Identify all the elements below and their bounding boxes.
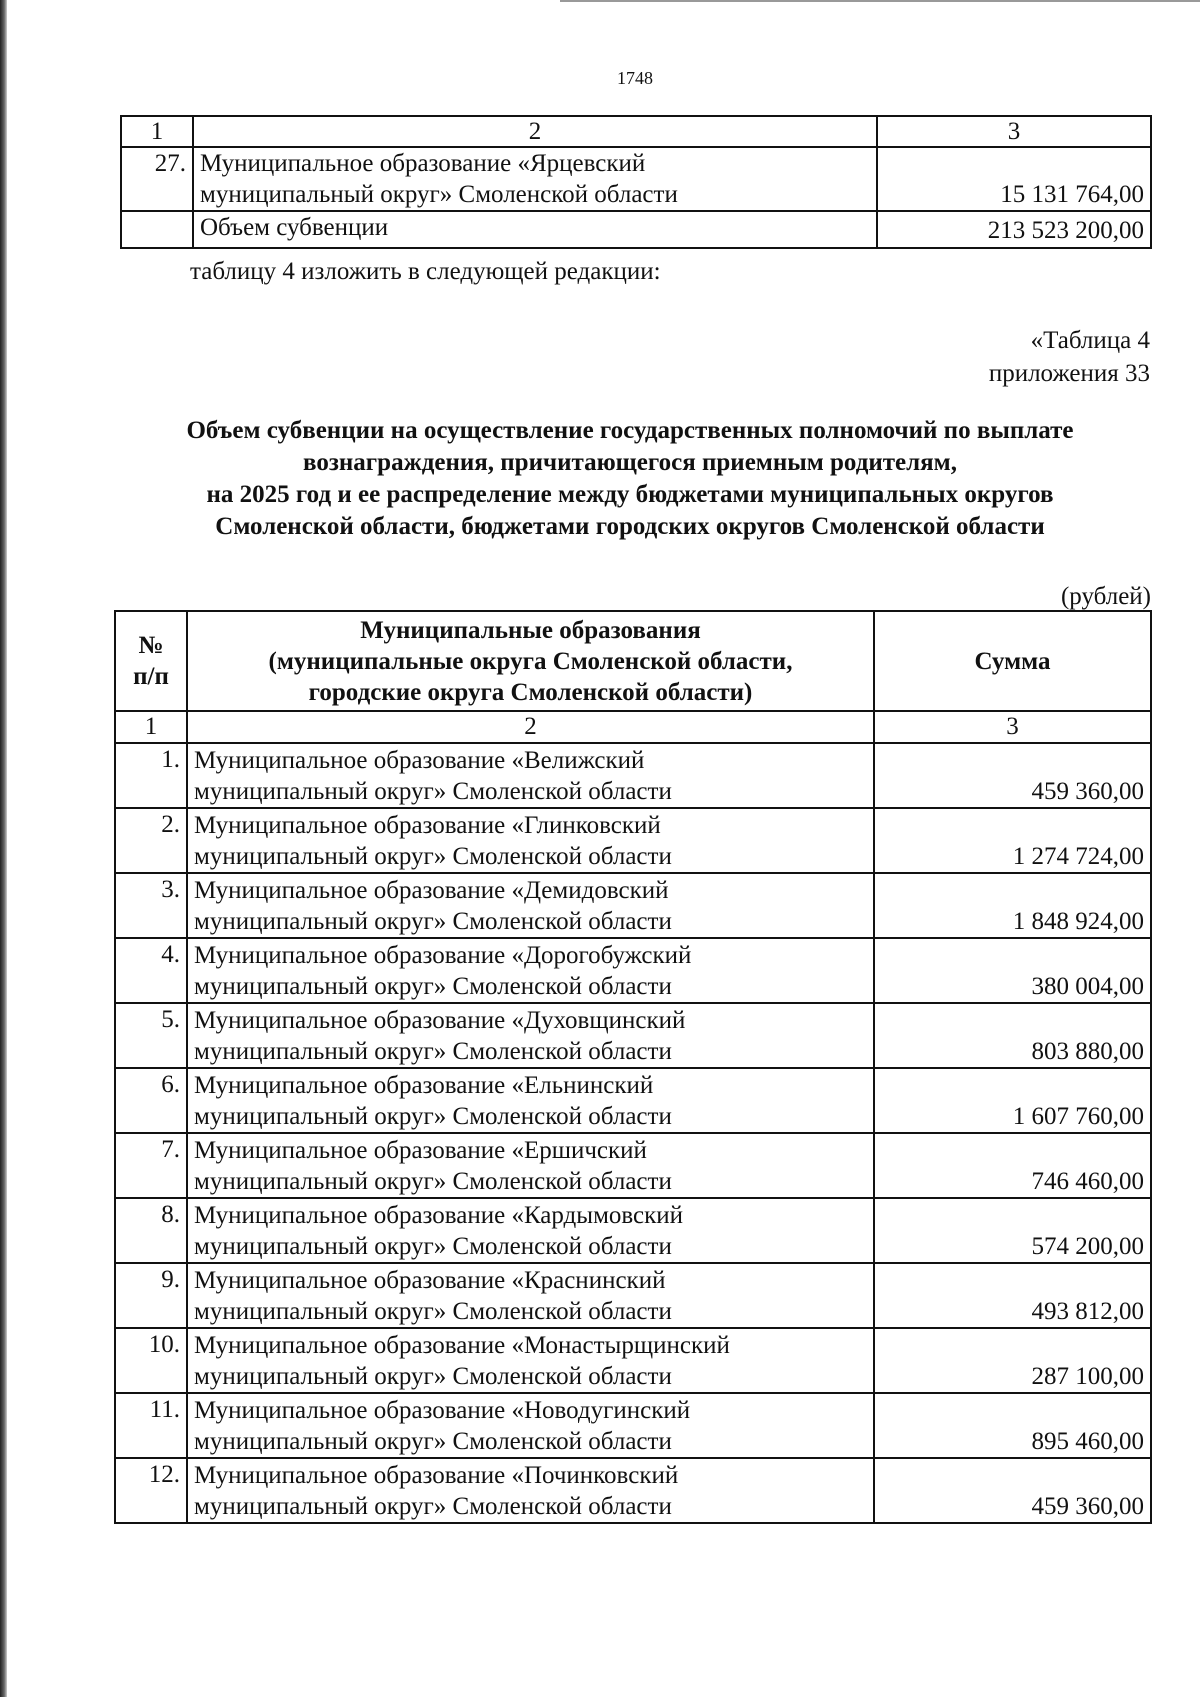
title-line1: Объем субвенции на осуществление государственных полномочий по выплате <box>186 417 1074 444</box>
row-name-line1: Муниципальное образование «Краснинский <box>194 1267 666 1294</box>
title-line4: Смоленской области, бюджетами городских округов Смоленской области <box>215 513 1045 540</box>
table-row <box>115 808 1151 873</box>
header-municipality-line1: Муниципальные образования <box>360 616 701 644</box>
header-municipality-line2: (муниципальные округа Смоленской области, <box>268 647 793 675</box>
row-number: 1. <box>115 743 187 808</box>
column-number: 1 <box>121 116 193 147</box>
row-name-line1: Муниципальное образование «Починковский <box>194 1462 679 1489</box>
row-number: 9. <box>115 1263 187 1328</box>
total-label: Объем субвенции <box>193 211 877 248</box>
total-sum: 213 523 200,00 <box>877 211 1151 248</box>
units-label: (рублей) <box>1060 583 1151 610</box>
table-row <box>115 1133 1151 1198</box>
table-row <box>115 1198 1151 1263</box>
column-number: 2 <box>187 711 874 743</box>
row-name <box>187 1328 874 1393</box>
column-numbers-row <box>115 711 1151 743</box>
table-row <box>121 147 1151 211</box>
row-name-line1: Муниципальное образование «Дорогобужский <box>194 942 692 969</box>
row-name-line1: Муниципальное образование «Духовщинский <box>194 1007 686 1034</box>
page-number: 1748 <box>617 68 653 88</box>
table-row <box>115 1068 1151 1133</box>
title-line2: вознаграждения, причитающегося приемным родителям, <box>303 449 957 476</box>
row-name <box>187 1003 874 1068</box>
row-name <box>193 147 877 211</box>
header-number-line1: № <box>138 632 164 659</box>
row-name-line2: муниципальный округ» Смоленской области <box>194 1428 672 1455</box>
row-name-line2: муниципальный округ» Смоленской области <box>194 973 672 1000</box>
row-sum: 459 360,00 <box>874 743 1151 808</box>
row-sum: 803 880,00 <box>874 1003 1151 1068</box>
row-name <box>187 1198 874 1263</box>
table-header-row <box>115 611 1151 711</box>
row-number: 2. <box>115 808 187 873</box>
header-municipality-line3: городские округа Смоленской области) <box>308 678 753 706</box>
row-name <box>187 1068 874 1133</box>
table-caption <box>989 324 1150 390</box>
row-name-line1: Муниципальное образование «Ярцевский <box>200 150 646 177</box>
row-name-line2: муниципальный округ» Смоленской области <box>194 1298 672 1325</box>
total-empty-cell <box>121 211 193 248</box>
row-sum: 574 200,00 <box>874 1198 1151 1263</box>
scan-edge-top <box>560 0 1200 2</box>
table-row <box>115 743 1151 808</box>
row-sum: 287 100,00 <box>874 1328 1151 1393</box>
scan-edge-left <box>0 0 7 1697</box>
row-name <box>187 1458 874 1523</box>
title-line3: на 2025 год и ее распределение между бюджетами муниципальных округов <box>206 481 1054 508</box>
row-number: 27. <box>121 147 193 211</box>
row-name <box>187 1263 874 1328</box>
row-name-line1: Муниципальное образование «Новодугинский <box>194 1397 691 1424</box>
row-name-line2: муниципальный округ» Смоленской области <box>194 908 672 935</box>
row-name <box>187 938 874 1003</box>
row-name <box>187 1393 874 1458</box>
row-name-line2: муниципальный округ» Смоленской области <box>194 1168 672 1195</box>
table-body <box>115 743 1151 1523</box>
document-title <box>110 415 1150 543</box>
row-number: 7. <box>115 1133 187 1198</box>
row-number: 3. <box>115 873 187 938</box>
row-name-line1: Муниципальное образование «Ельнинский <box>194 1072 654 1099</box>
continued-table <box>120 115 1152 249</box>
table-row <box>115 1458 1151 1523</box>
row-sum: 1 274 724,00 <box>874 808 1151 873</box>
row-name-line1: Муниципальное образование «Кардымовский <box>194 1202 684 1229</box>
row-name <box>187 873 874 938</box>
column-number: 1 <box>115 711 187 743</box>
caption-line2: приложения 33 <box>988 360 1150 387</box>
instruction-text: таблицу 4 изложить в следующей редакции: <box>190 258 661 285</box>
header-municipality <box>187 611 874 711</box>
table-row <box>115 873 1151 938</box>
caption-line1: «Таблица 4 <box>1030 327 1150 354</box>
row-sum: 746 460,00 <box>874 1133 1151 1198</box>
row-sum: 459 360,00 <box>874 1458 1151 1523</box>
table-row <box>115 938 1151 1003</box>
row-number: 10. <box>115 1328 187 1393</box>
row-number: 12. <box>115 1458 187 1523</box>
table-row <box>115 1328 1151 1393</box>
row-name-line1: Муниципальное образование «Демидовский <box>194 877 669 904</box>
row-name-line2: муниципальный округ» Смоленской области <box>194 843 672 870</box>
row-number: 8. <box>115 1198 187 1263</box>
table-row <box>115 1263 1151 1328</box>
table-row <box>115 1003 1151 1068</box>
row-number: 5. <box>115 1003 187 1068</box>
row-name-line2: муниципальный округ» Смоленской области <box>194 778 672 805</box>
row-sum: 380 004,00 <box>874 938 1151 1003</box>
column-numbers-row <box>121 116 1151 147</box>
row-sum: 15 131 764,00 <box>877 147 1151 211</box>
row-name <box>187 808 874 873</box>
row-number: 6. <box>115 1068 187 1133</box>
total-row <box>121 211 1151 248</box>
row-name-line2: муниципальный округ» Смоленской области <box>194 1363 672 1390</box>
row-name-line1: Муниципальное образование «Велижский <box>194 747 645 774</box>
row-number: 11. <box>115 1393 187 1458</box>
row-number: 4. <box>115 938 187 1003</box>
row-name <box>187 743 874 808</box>
row-sum: 493 812,00 <box>874 1263 1151 1328</box>
row-name-line1: Муниципальное образование «Глинковский <box>194 812 661 839</box>
row-name-line1: Муниципальное образование «Ершичский <box>194 1137 647 1164</box>
row-sum: 895 460,00 <box>874 1393 1151 1458</box>
header-sum: Сумма <box>874 611 1151 711</box>
column-number: 3 <box>877 116 1151 147</box>
row-name <box>187 1133 874 1198</box>
row-sum: 1 607 760,00 <box>874 1068 1151 1133</box>
row-sum: 1 848 924,00 <box>874 873 1151 938</box>
row-name-line2: муниципальный округ» Смоленской области <box>200 181 678 208</box>
row-name-line2: муниципальный округ» Смоленской области <box>194 1038 672 1065</box>
table-row <box>115 1393 1151 1458</box>
row-name-line2: муниципальный округ» Смоленской области <box>194 1233 672 1260</box>
column-number: 2 <box>193 116 877 147</box>
column-number: 3 <box>874 711 1151 743</box>
row-name-line1: Муниципальное образование «Монастырщинский <box>194 1332 730 1359</box>
row-name-line2: муниципальный округ» Смоленской области <box>194 1103 672 1130</box>
row-name-line2: муниципальный округ» Смоленской области <box>194 1493 672 1520</box>
distribution-table <box>114 610 1152 1524</box>
header-number <box>115 611 187 711</box>
header-number-line2: п/п <box>133 663 169 690</box>
